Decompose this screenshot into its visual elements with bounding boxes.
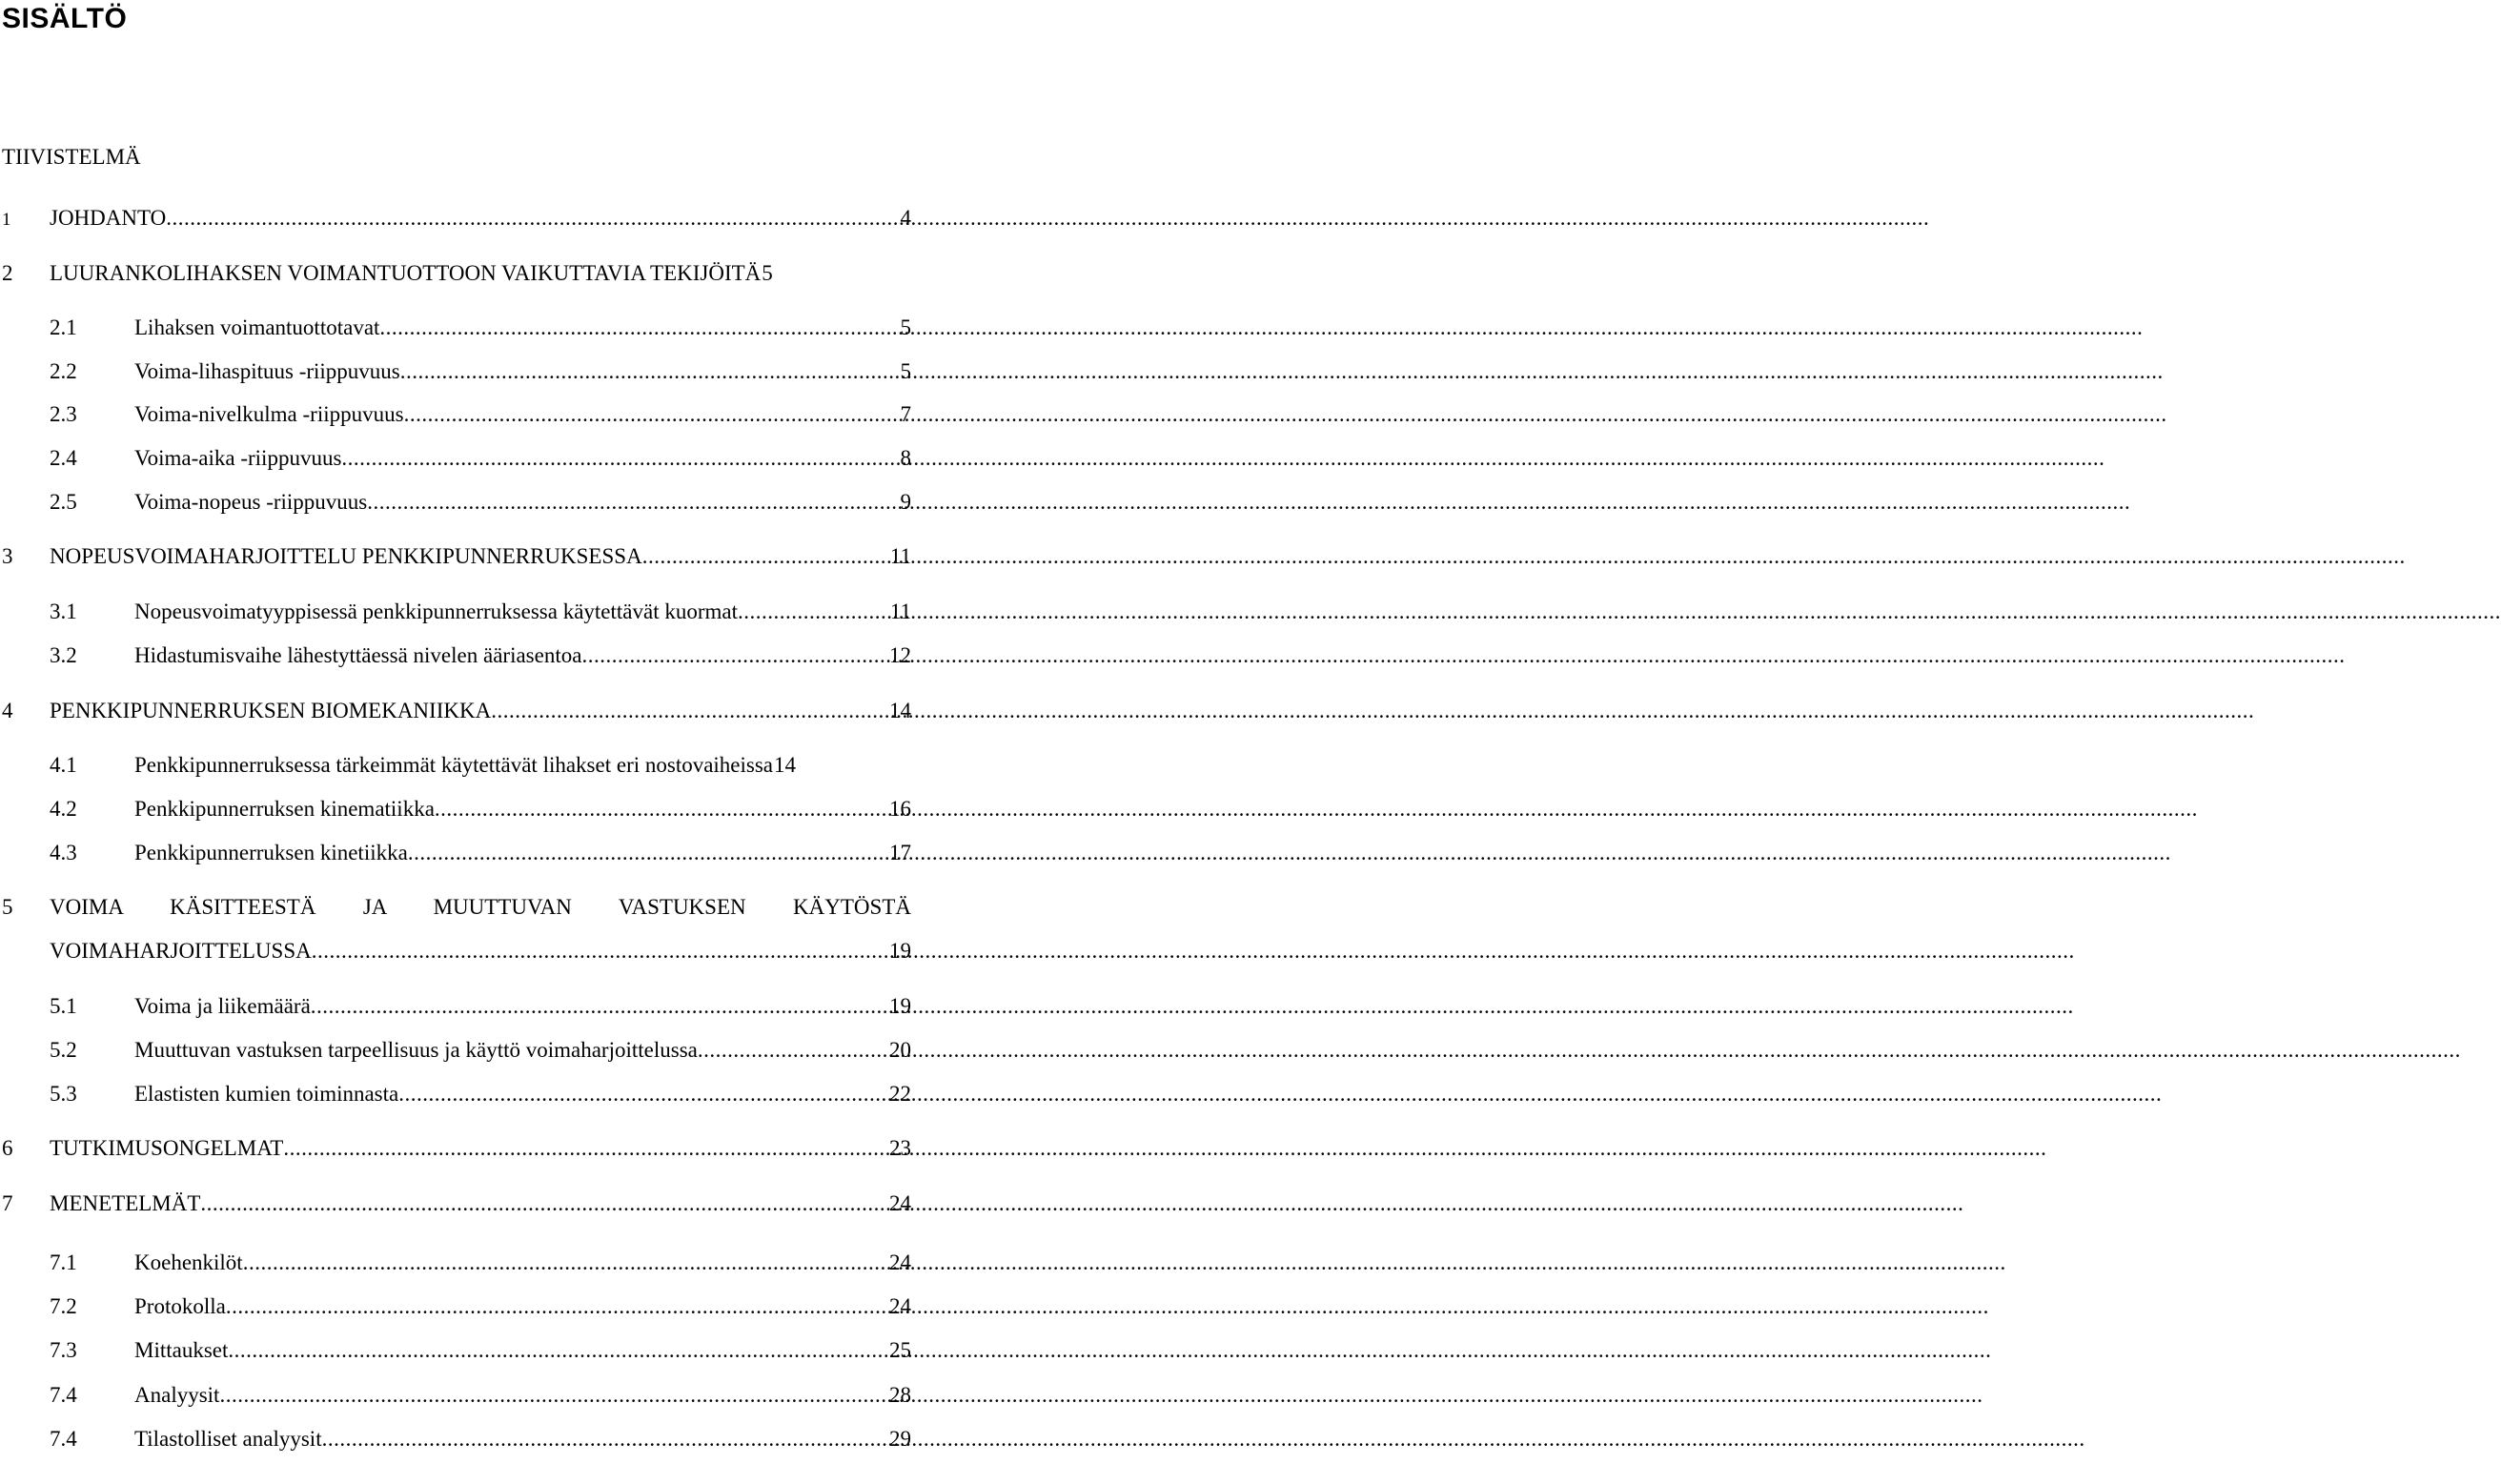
toc-leader xyxy=(200,1189,888,1218)
toc-entry-5-3[interactable] xyxy=(0,1080,911,1108)
toc-label-continued: VOIMAHARJOITTELUSSA xyxy=(50,939,312,963)
toc-entry-5-1[interactable] xyxy=(0,992,911,1021)
toc-entry-5-2[interactable] xyxy=(0,1036,911,1065)
toc-entry-7-3[interactable] xyxy=(0,1336,911,1365)
toc-leader xyxy=(491,697,888,725)
toc-entry-4-3[interactable] xyxy=(0,839,911,867)
toc-leader xyxy=(226,1292,888,1321)
toc-number: 7.2 xyxy=(50,1294,77,1318)
toc-page-number: 20 xyxy=(889,1038,911,1062)
toc-label: Voima ja liikemäärä xyxy=(134,994,311,1018)
toc-number: 4 xyxy=(2,699,13,722)
toc-label: LUURANKOLIHAKSEN VOIMANTUOTTOON VAIKUTTAVIA TEKIJÖITÄ xyxy=(50,261,762,285)
toc-number: 3.2 xyxy=(50,643,77,667)
toc-leader xyxy=(311,992,888,1021)
toc-label: Analyysit xyxy=(134,1383,220,1407)
toc-entry-5[interactable] xyxy=(0,893,911,922)
toc-label: Voima-nivelkulma -riippuvuus xyxy=(134,402,404,426)
toc-label: TUTKIMUSONGELMAT xyxy=(50,1136,284,1160)
toc-entry-7-2[interactable] xyxy=(0,1292,911,1321)
toc-label: PENKKIPUNNERRUKSEN BIOMEKANIIKKA xyxy=(50,699,492,722)
toc-entry-7[interactable] xyxy=(0,1189,911,1218)
toc-entry-4-2[interactable] xyxy=(0,795,911,823)
toc-label: Hidastumisvaihe lähestyttäessä nivelen ääriasentoa xyxy=(134,643,582,667)
toc-entry-2-4[interactable] xyxy=(0,444,911,473)
toc-leader xyxy=(379,314,899,342)
toc-leader xyxy=(408,839,888,867)
toc-entry-4[interactable] xyxy=(0,697,911,725)
toc-leader xyxy=(398,1080,888,1108)
toc-number: 7.4 xyxy=(50,1383,77,1407)
toc-number: 7 xyxy=(2,1191,13,1215)
toc-page-number: 14 xyxy=(774,753,797,777)
toc-page-number: 23 xyxy=(889,1136,911,1160)
toc-leader xyxy=(581,641,888,670)
toc-page-number: 5 xyxy=(900,359,911,383)
toc-page-number: 24 xyxy=(889,1191,911,1215)
toc-leader xyxy=(243,1249,888,1277)
toc-entry-4-1[interactable] xyxy=(0,751,911,780)
toc-leader xyxy=(400,357,900,386)
toc-label: Lihaksen voimantuottotavat xyxy=(134,315,380,339)
toc-page-number: 4 xyxy=(900,206,911,230)
toc-number: 2.2 xyxy=(50,359,77,383)
toc-label: Elastisten kumien toiminnasta xyxy=(134,1082,399,1106)
toc-label: Voima-aika -riippuvuus xyxy=(134,446,342,470)
toc-label: Muuttuvan vastuksen tarpeellisuus ja käyttö voimaharjoittelussa xyxy=(134,1038,698,1062)
page-title: SISÄLTÖ xyxy=(2,3,128,34)
toc-leader xyxy=(312,937,888,966)
toc-page-number: 19 xyxy=(889,939,911,963)
toc-number: 6 xyxy=(2,1136,13,1160)
toc-page-number: 7 xyxy=(900,402,911,426)
toc-leader xyxy=(642,542,889,571)
toc-entry-2[interactable] xyxy=(0,259,911,288)
toc-page-number: 5 xyxy=(900,315,911,339)
toc-page-number: 24 xyxy=(889,1294,911,1318)
toc-number: 2.4 xyxy=(50,446,77,470)
toc-entry-2-2[interactable] xyxy=(0,357,911,386)
toc-label: Nopeusvoimatyyppisessä penkkipunnerruksessa käytettävät kuormat xyxy=(134,600,738,623)
toc-page-number: 9 xyxy=(900,490,911,514)
toc-number: 1 xyxy=(2,210,11,230)
toc-label: Voima-nopeus -riippuvuus xyxy=(134,490,368,514)
toc-number: 4.2 xyxy=(50,797,77,821)
toc-number: 4.3 xyxy=(50,841,77,864)
toc-label: Tilastolliset analyysit xyxy=(134,1427,322,1451)
toc-entry-2-3[interactable] xyxy=(0,400,911,429)
toc-number: 7.3 xyxy=(50,1338,77,1362)
toc-number: 2.3 xyxy=(50,402,77,426)
toc-label: JOHDANTO xyxy=(50,206,167,230)
toc-page-number: 19 xyxy=(889,994,911,1018)
toc-number: 2 xyxy=(2,261,13,285)
toc-label: NOPEUSVOIMAHARJOITTELU PENKKIPUNNERRUKSESSA xyxy=(50,544,642,568)
toc-entry-3-2[interactable] xyxy=(0,641,911,670)
toc-entry-2-5[interactable] xyxy=(0,488,911,517)
toc-entry-6[interactable] xyxy=(0,1134,911,1163)
toc-leader xyxy=(219,1381,888,1410)
toc-number: 2.1 xyxy=(50,315,77,339)
toc-entry-7-4[interactable] xyxy=(0,1381,911,1410)
toc-entry-7-1[interactable] xyxy=(0,1249,911,1277)
toc-page-number: 17 xyxy=(889,841,911,864)
toc-abstract-link[interactable]: TIIVISTELMÄ xyxy=(2,145,141,169)
toc-entry-2-1[interactable] xyxy=(0,314,911,342)
toc-leader xyxy=(738,598,889,626)
toc-page-number: 22 xyxy=(889,1082,911,1106)
toc-number: 7.4 xyxy=(50,1427,77,1451)
toc-leader xyxy=(322,1425,888,1454)
toc-leader xyxy=(698,1036,888,1065)
toc-leader xyxy=(435,795,888,823)
toc-entry-7-5[interactable] xyxy=(0,1425,911,1454)
toc-number: 7.1 xyxy=(50,1250,77,1274)
toc-page-number: 5 xyxy=(762,261,773,285)
toc-page-number: 11 xyxy=(889,544,911,568)
toc-page-number: 25 xyxy=(889,1338,911,1362)
toc-leader xyxy=(367,488,899,517)
toc-entry-3-1[interactable] xyxy=(0,598,911,626)
toc-label: VOIMA KÄSITTEESTÄ JA MUUTTUVAN VASTUKSEN KÄYTÖSTÄ xyxy=(50,895,911,919)
toc-leader xyxy=(404,400,900,429)
toc-entry-5-continued[interactable] xyxy=(0,937,911,966)
toc-leader xyxy=(166,204,899,233)
toc-number: 3 xyxy=(2,544,13,568)
toc-label: Protokolla xyxy=(134,1294,226,1318)
toc-number: 4.1 xyxy=(50,753,77,777)
toc-leader xyxy=(228,1336,888,1365)
toc-label: Penkkipunnerruksen kinetiikka xyxy=(134,841,408,864)
toc-entry-1[interactable] xyxy=(0,204,911,233)
toc-page-number: 11 xyxy=(889,600,911,623)
toc-number: 5 xyxy=(2,895,13,919)
toc-page-number: 29 xyxy=(889,1427,911,1451)
toc-label: Penkkipunnerruksen kinematiikka xyxy=(134,797,435,821)
toc-leader xyxy=(283,1134,888,1163)
toc-label: Penkkipunnerruksessa tärkeimmät käytettävät lihakset eri nostovaiheissa xyxy=(134,753,774,777)
toc-page-number: 24 xyxy=(889,1250,911,1274)
toc-label: Mittaukset xyxy=(134,1338,229,1362)
toc-number: 5.3 xyxy=(50,1082,77,1106)
toc-page-number: 16 xyxy=(889,797,911,821)
toc-label: MENETELMÄT xyxy=(50,1191,201,1215)
toc-entry-3[interactable] xyxy=(0,542,911,571)
toc-label: Voima-lihaspituus -riippuvuus xyxy=(134,359,400,383)
toc-label: Koehenkilöt xyxy=(134,1250,243,1274)
toc-number: 2.5 xyxy=(50,490,77,514)
toc-number: 5.2 xyxy=(50,1038,77,1062)
toc-page-number: 8 xyxy=(900,446,911,470)
toc-page-number: 28 xyxy=(889,1383,911,1407)
toc-leader xyxy=(341,444,899,473)
toc-page-number: 12 xyxy=(889,643,911,667)
toc-page-number: 14 xyxy=(889,699,911,722)
toc-number: 5.1 xyxy=(50,994,77,1018)
toc-number: 3.1 xyxy=(50,600,77,623)
